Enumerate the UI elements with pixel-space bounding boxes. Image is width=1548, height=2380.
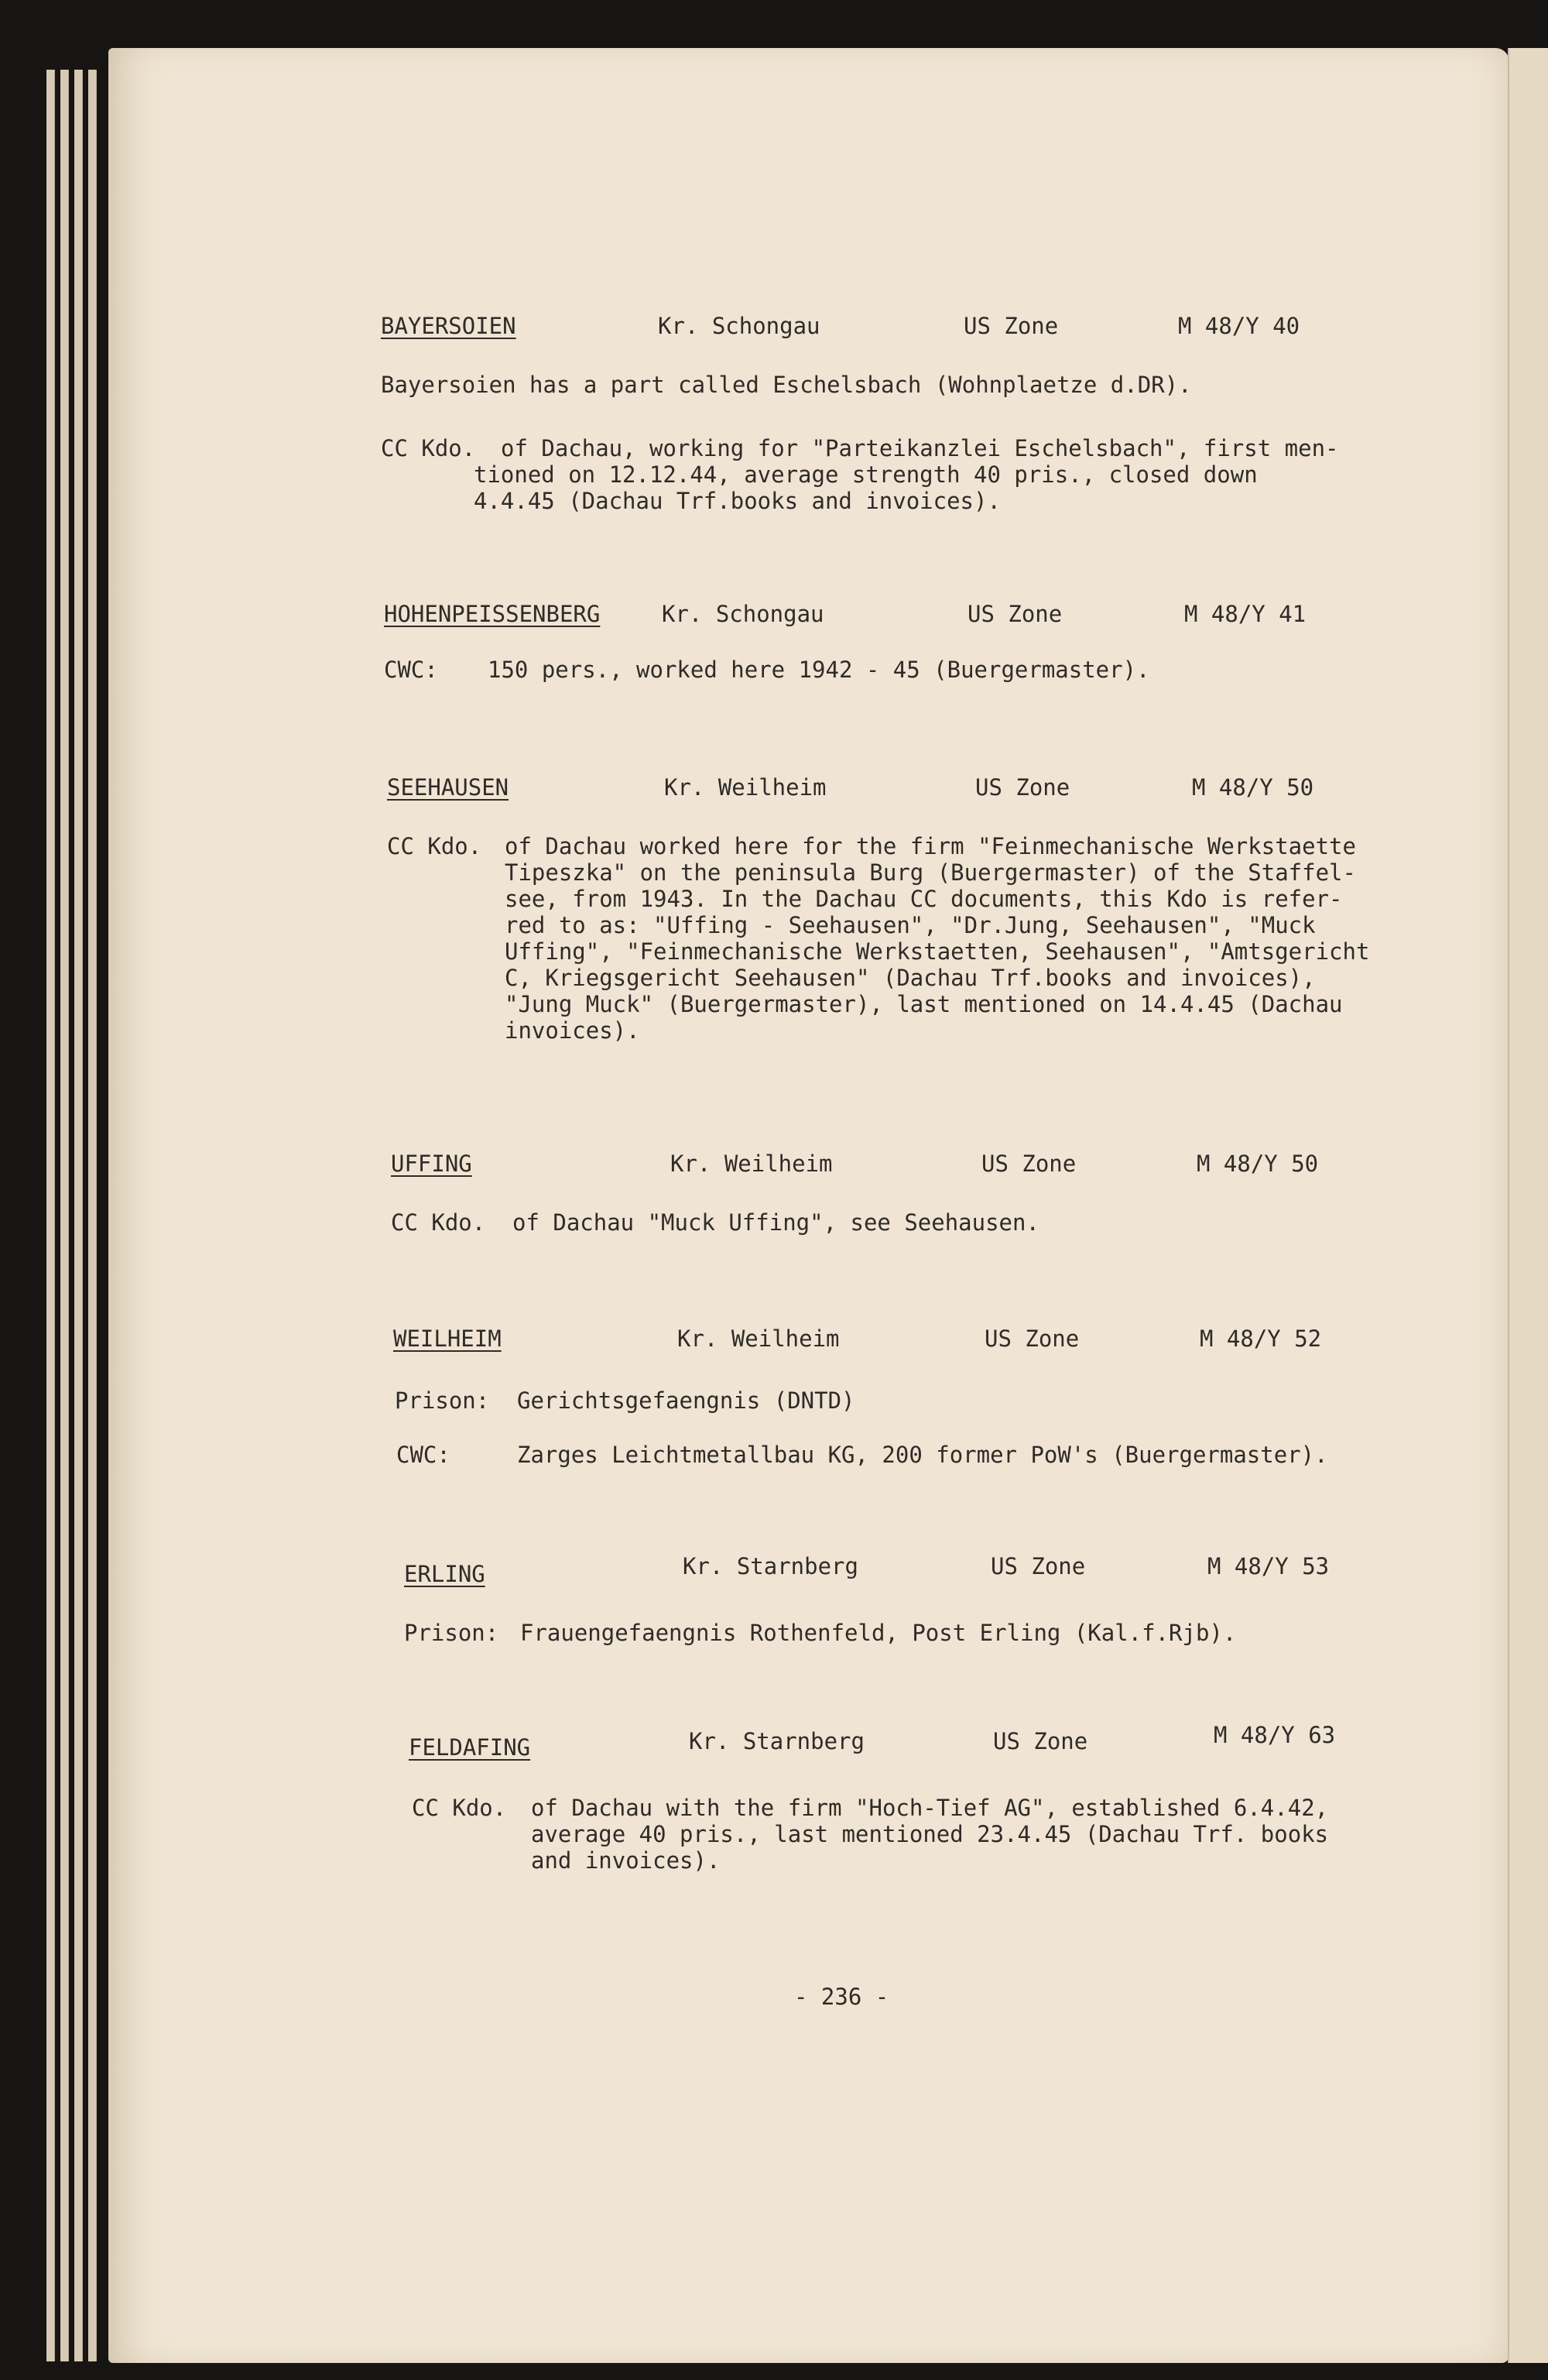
place-name: UFFING [391, 1151, 472, 1177]
entry-label: CC Kdo. [391, 1209, 486, 1236]
entry-label: CWC: [384, 657, 438, 683]
map-reference: M 48/Y 53 [1207, 1553, 1330, 1579]
entry-line: Zarges Leichtmetallbau KG, 200 former PoW's (Buergermaster). [517, 1442, 1328, 1468]
entry-label: CC Kdo. [412, 1795, 507, 1821]
map-reference: M 48/Y 63 [1214, 1722, 1336, 1748]
district: Kr. Schongau [658, 313, 820, 339]
entry-line: Tipeszka" on the peninsula Burg (Buergermaster) of the Staffel- [505, 859, 1356, 886]
entry-label: CC Kdo. [387, 833, 482, 859]
district: Kr. Schongau [662, 601, 824, 627]
entry-line: Frauengefaengnis Rothenfeld, Post Erling (Kal.f.Rjb). [520, 1620, 1237, 1646]
entry-line: of Dachau, working for "Parteikanzlei Eschelsbach", first men- [501, 435, 1339, 461]
place-name: WEILHEIM [393, 1325, 502, 1352]
place-name: SEEHAUSEN [387, 774, 509, 801]
district: Kr. Weilheim [677, 1325, 840, 1352]
zone: US Zone [968, 601, 1063, 627]
place-name: FELDAFING [409, 1734, 531, 1761]
entry-line: tioned on 12.12.44, average strength 40 pris., closed down [474, 461, 1258, 488]
zone: US Zone [993, 1728, 1088, 1754]
entry-label: Prison: [395, 1387, 490, 1414]
map-reference: M 48/Y 52 [1200, 1325, 1322, 1352]
zone: US Zone [975, 774, 1070, 801]
entry-line: Uffing", "Feinmechanische Werkstaetten, Seehausen", "Amtsgericht [505, 938, 1370, 965]
entry-line: invoices). [505, 1017, 640, 1044]
entry-line: Gerichtsgefaengnis (DNTD) [517, 1387, 855, 1414]
page-stack-edge [46, 70, 55, 2361]
district: Kr. Weilheim [664, 774, 827, 801]
page-stack-edge [88, 70, 97, 2361]
map-reference: M 48/Y 50 [1197, 1151, 1319, 1177]
entry-line: C, Kriegsgericht Seehausen" (Dachau Trf.books and invoices), [505, 965, 1316, 991]
zone: US Zone [991, 1553, 1086, 1579]
zone: US Zone [964, 313, 1059, 339]
facing-page-edge [1508, 48, 1548, 2363]
zone: US Zone [981, 1151, 1077, 1177]
district: Kr. Weilheim [670, 1151, 833, 1177]
zone: US Zone [985, 1325, 1080, 1352]
place-name: ERLING [404, 1561, 485, 1587]
district: Kr. Starnberg [683, 1553, 858, 1579]
district: Kr. Starnberg [689, 1728, 865, 1754]
note-text: Bayersoien has a part called Eschelsbach (Wohnplaetze d.DR). [381, 372, 1192, 398]
page-number: - 236 - [794, 1984, 889, 2010]
page-stack-edge [60, 70, 69, 2361]
map-reference: M 48/Y 41 [1184, 601, 1307, 627]
map-reference: M 48/Y 40 [1178, 313, 1300, 339]
entry-line: average 40 pris., last mentioned 23.4.45 (Dachau Trf. books [531, 1821, 1329, 1847]
page-stack-edge [74, 70, 83, 2361]
entry-line: 150 pers., worked here 1942 - 45 (Buergermaster). [488, 657, 1150, 683]
entry-line: "Jung Muck" (Buergermaster), last mentioned on 14.4.45 (Dachau [505, 991, 1343, 1017]
entry-label: Prison: [404, 1620, 499, 1646]
entry-line: of Dachau with the firm "Hoch-Tief AG", established 6.4.42, [531, 1795, 1329, 1821]
entry-label: CC Kdo. [381, 435, 476, 461]
entry-line: 4.4.45 (Dachau Trf.books and invoices). [474, 488, 1001, 514]
place-name: HOHENPEISSENBERG [384, 601, 601, 627]
entry-line: red to as: "Uffing - Seehausen", "Dr.Jung, Seehausen", "Muck [505, 912, 1316, 938]
entry-label: CWC: [396, 1442, 450, 1468]
entry-line: see, from 1943. In the Dachau CC documents, this Kdo is refer- [505, 886, 1343, 912]
place-name: BAYERSOIEN [381, 313, 516, 339]
entry-line: of Dachau "Muck Uffing", see Seehausen. [512, 1209, 1039, 1236]
entry-line: of Dachau worked here for the firm "Feinmechanische Werkstaette [505, 833, 1356, 859]
map-reference: M 48/Y 50 [1192, 774, 1314, 801]
entry-line: and invoices). [531, 1847, 721, 1874]
